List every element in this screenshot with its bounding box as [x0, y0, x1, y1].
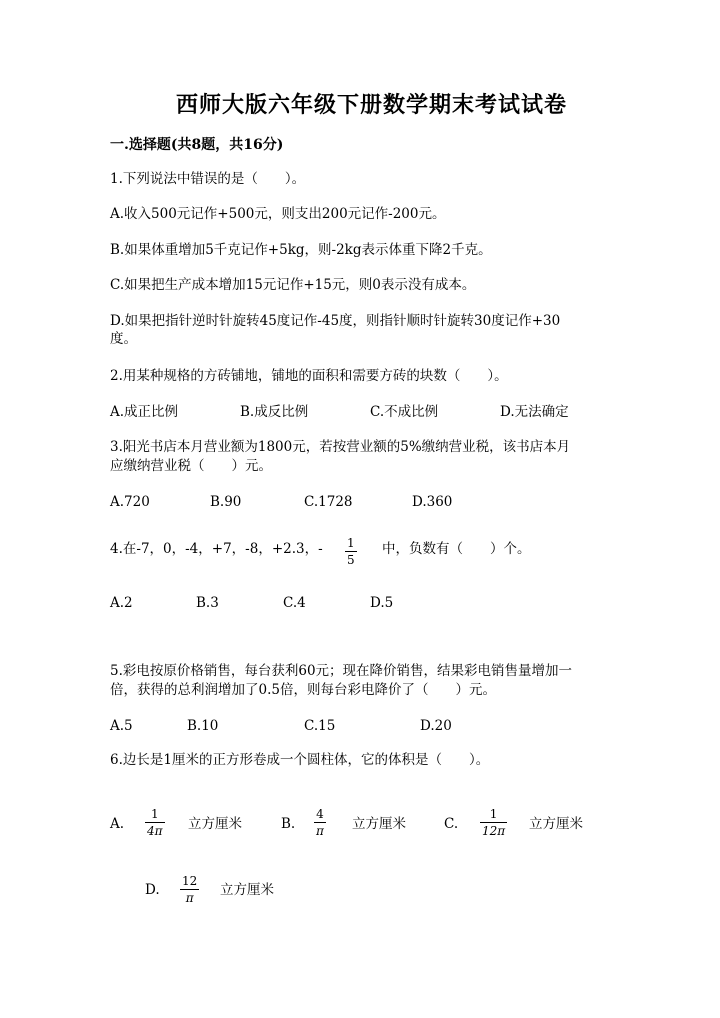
question-6-option-a-label: A. — [110, 816, 125, 832]
question-1-stem: 1.下列说法中错误的是（ ）。 — [110, 171, 306, 187]
question-1-option-d: D.如果把指针逆时针旋转45度记作-45度，则指针顺时针旋转30度记作+30 — [110, 313, 561, 329]
question-6-option-d-label: D. — [145, 882, 160, 898]
question-5-stem: 5.彩电按原价格销售，每台获利60元；现在降价销售，结果彩电销售量增加一 — [110, 663, 573, 679]
page-title: 西师大版六年级下册数学期末考试试卷 — [176, 92, 568, 118]
question-6-option-b-fraction — [314, 807, 326, 838]
question-3-option-c: C.1728 — [304, 494, 353, 510]
fraction-denominator: π — [185, 891, 194, 905]
question-5-option-b: B.10 — [187, 718, 219, 734]
fraction-denominator: 5 — [347, 553, 355, 567]
question-3-stem: 3.阳光书店本月营业额为1800元，若按营业额的5%缴纳营业税，该书店本月 — [110, 439, 571, 455]
fraction-denominator: π — [316, 824, 324, 838]
question-2-option-b: B.成反比例 — [240, 404, 309, 420]
question-5-option-a: A.5 — [110, 718, 133, 734]
question-1-option-d-cont: 度。 — [110, 331, 137, 347]
question-3-option-d: D.360 — [412, 494, 453, 510]
fraction-numerator: 1 — [347, 536, 355, 550]
question-3-option-b: B.90 — [210, 494, 242, 510]
question-6-option-a-fraction — [145, 807, 165, 838]
question-4-option-a: A.2 — [110, 595, 133, 611]
question-5-option-c: C.15 — [304, 718, 336, 734]
question-5-option-d: D.20 — [420, 718, 452, 734]
section-heading: 一.选择题(共8题，共16分) — [110, 137, 284, 153]
question-6-option-c-fraction — [480, 807, 507, 838]
question-6-option-d-unit: 立方厘米 — [220, 882, 274, 898]
question-6-option-c-unit: 立方厘米 — [529, 816, 583, 832]
question-1-option-c: C.如果把生产成本增加15元记作+15元，则0表示没有成本。 — [110, 277, 476, 293]
question-2-option-a: A.成正比例 — [110, 404, 179, 420]
fraction-numerator: 4 — [316, 807, 324, 821]
question-6-option-b-unit: 立方厘米 — [352, 816, 406, 832]
question-4-fraction — [345, 536, 357, 567]
question-4-stem: 4.在-7，0，-4，+7，-8，+2.3，- — [110, 541, 323, 557]
question-2-option-c: C.不成比例 — [370, 404, 439, 420]
question-6-stem: 6.边长是1厘米的正方形卷成一个圆柱体，它的体积是（ ）。 — [110, 752, 490, 768]
question-4-option-c: C.4 — [283, 595, 306, 611]
question-2-stem: 2.用某种规格的方砖铺地，铺地的面积和需要方砖的块数（ ）。 — [110, 368, 508, 384]
question-5-stem-cont: 倍，获得的总利润增加了0.5倍，则每台彩电降价了（ ）元。 — [110, 682, 496, 698]
question-1-option-a: A.收入500元记作+500元，则支出200元记作-200元。 — [110, 206, 446, 222]
question-6-option-b-label: B. — [281, 816, 296, 832]
question-4-option-b: B.3 — [196, 595, 219, 611]
question-1-option-b: B.如果体重增加5千克记作+5kg，则-2kg表示体重下降2千克。 — [110, 242, 492, 258]
question-2-option-d: D.无法确定 — [500, 404, 569, 420]
question-6-option-d-fraction — [180, 874, 199, 905]
fraction-numerator: 12 — [182, 874, 198, 888]
fraction-denominator: 4π — [147, 824, 163, 838]
question-4-stem-cont: 中，负数有（ ）个。 — [382, 541, 531, 557]
fraction-numerator: 1 — [150, 807, 159, 821]
question-6-option-a-unit: 立方厘米 — [188, 816, 242, 832]
fraction-denominator: 12π — [482, 824, 506, 838]
fraction-numerator: 1 — [489, 807, 498, 821]
question-4-option-d: D.5 — [370, 595, 394, 611]
question-6-option-c-label: C. — [444, 816, 459, 832]
question-3-stem-cont: 应缴纳营业税（ ）元。 — [110, 458, 272, 474]
question-3-option-a: A.720 — [110, 494, 150, 510]
